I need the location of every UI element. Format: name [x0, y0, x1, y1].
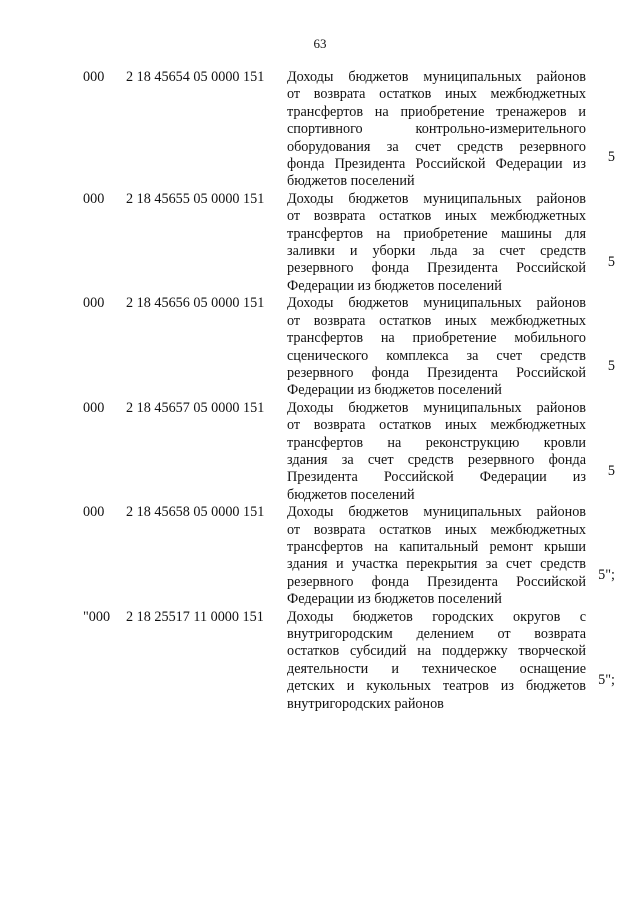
description-line: Доходы бюджетов муниципальных районов [287, 69, 586, 85]
table-row [0, 400, 640, 504]
budget-classification-code: 2 18 45656 05 0000 151 [126, 295, 265, 312]
description-line: Президента Российской Федерации из [287, 469, 586, 486]
budget-classification-code: 2 18 45658 05 0000 151 [126, 504, 265, 521]
description-line: здания и участка перекрытия за счет средств [287, 556, 586, 573]
description-line: от возврата остатков иных межбюджетных [287, 86, 586, 103]
admin-code: 000 [83, 190, 105, 207]
admin-code: 000 [83, 399, 105, 416]
amount-value: 5"; [598, 671, 615, 688]
description-line: заливки и уборки льда за счет средств [287, 243, 586, 260]
description-line: Доходы бюджетов муниципальных районов [287, 399, 586, 416]
table-row [0, 609, 640, 713]
description-line: трансфертов на капитальный ремонт крыши [287, 538, 586, 555]
description-line: сценического комплекса за счет средств [287, 347, 586, 364]
description-line: резервного фонда Президента Российской [287, 364, 586, 381]
budget-classification-code: 2 18 45657 05 0000 151 [126, 399, 265, 416]
description-line: от возврата остатков иных межбюджетных [287, 417, 586, 434]
description-line: трансфертов на приобретение машины для [287, 225, 586, 242]
admin-code: 000 [83, 69, 105, 85]
description-line: внутригородским делением от возврата [287, 626, 586, 642]
amount-value: 5 [607, 253, 615, 270]
admin-code: 000 [83, 295, 105, 312]
description-line: детских и кукольных театров из бюджетов [287, 678, 586, 695]
description-line: от возврата остатков иных межбюджетных [287, 312, 586, 329]
amount-value: 5 [607, 149, 615, 166]
description-line: Федерации из бюджетов поселений [287, 382, 502, 399]
description-line: трансфертов на приобретение тренажеров и [287, 103, 586, 120]
income-description [287, 69, 586, 191]
description-line: Федерации из бюджетов поселений [287, 277, 502, 294]
amount-value: 5"; [598, 567, 615, 584]
amount-value: 5 [607, 462, 615, 479]
description-line: Доходы бюджетов муниципальных районов [287, 295, 586, 312]
description-line: Доходы бюджетов муниципальных районов [287, 190, 586, 207]
table-row [0, 295, 640, 399]
budget-code-table [0, 69, 640, 713]
income-description [287, 609, 586, 713]
description-line: трансфертов на реконструкцию кровли [287, 434, 586, 451]
amount-value: 5 [607, 358, 615, 375]
description-line: бюджетов поселений [287, 486, 415, 503]
table-row [0, 69, 640, 191]
description-line: Доходы бюджетов городских округов с [287, 608, 586, 625]
budget-classification-code: 2 18 45655 05 0000 151 [126, 190, 265, 207]
income-description [287, 504, 586, 608]
description-line: внутригородских районов [287, 695, 444, 712]
description-line: резервного фонда Президента Российской [287, 260, 586, 277]
description-line: от возврата остатков иных межбюджетных [287, 521, 586, 538]
page-number: 63 [313, 36, 327, 51]
description-line: фонда Президента Российской Федерации из [287, 156, 586, 173]
description-line: бюджетов поселений [287, 173, 415, 190]
admin-code: 000 [83, 504, 105, 521]
description-line: трансфертов на приобретение мобильного [287, 330, 586, 347]
description-line: спортивного контрольно-измерительного [287, 121, 586, 138]
description-line: Федерации из бюджетов поселений [287, 591, 502, 608]
description-line: резервного фонда Президента Российской [287, 573, 586, 590]
description-line: здания за счет средств резервного фонда [287, 451, 586, 468]
table-row [0, 504, 640, 608]
description-line: остатков субсидий на поддержку творческой [287, 643, 586, 660]
budget-classification-code: 2 18 25517 11 0000 151 [126, 608, 264, 625]
income-description [287, 400, 586, 504]
description-line: Доходы бюджетов муниципальных районов [287, 504, 586, 521]
income-description [287, 191, 586, 295]
budget-classification-code: 2 18 45654 05 0000 151 [126, 69, 265, 85]
description-line: деятельности и техническое оснащение [287, 660, 586, 677]
income-description [287, 295, 586, 399]
description-line: оборудования за счет средств резервного [287, 138, 586, 155]
table-row [0, 191, 640, 295]
description-line: от возврата остатков иных межбюджетных [287, 208, 586, 225]
admin-code: "000 [83, 608, 111, 625]
